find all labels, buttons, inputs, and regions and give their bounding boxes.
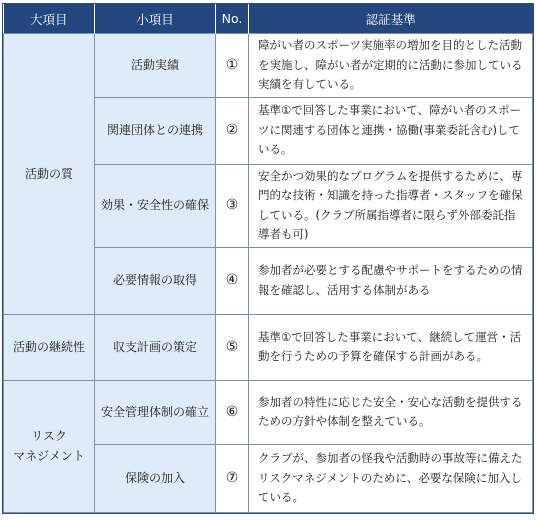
- item-number: ④: [216, 247, 249, 314]
- criteria-text: 基準①で回答した事業において、障がい者のスポーツに関連する団体と連携・協働(事業委託含む)している。: [249, 97, 533, 164]
- certification-criteria-table: [3, 4, 533, 513]
- criteria-text: 参加者が必要とする配慮やサポートをするための情報を確認し、活用する体制がある: [249, 247, 533, 314]
- criteria-text: 参加者の特性に応じた安全・安心な活動を提供するための方針や体制を整えている。: [249, 380, 533, 444]
- sub-category-cell: 収支計画の策定: [95, 314, 216, 380]
- header-sub-category: 小項目: [95, 4, 216, 34]
- sub-category-cell: 安全管理体制の確立: [95, 380, 216, 444]
- sub-category-cell: 関連団体との連携: [95, 97, 216, 164]
- table-row: [4, 314, 533, 380]
- item-number: ②: [216, 97, 249, 164]
- header-major-category: 大項目: [4, 4, 95, 34]
- criteria-text: 基準①で回答した事業において、継続して運営・活動を行うための予算を確保する計画がある。: [249, 314, 533, 380]
- item-number: ③: [216, 164, 249, 247]
- item-number: ⑤: [216, 314, 249, 380]
- major-category-label: リスク マネジメント: [13, 429, 85, 464]
- item-number: ⑥: [216, 380, 249, 444]
- table-header-row: [4, 4, 533, 34]
- sub-category-cell: 活動実績: [95, 34, 216, 98]
- table-row: [4, 34, 533, 98]
- major-category-cell: [4, 314, 95, 380]
- sub-category-cell: 必要情報の取得: [95, 247, 216, 314]
- certification-criteria-table-frame: [2, 3, 534, 514]
- header-number: No.: [216, 4, 249, 34]
- criteria-text: 障がい者のスポーツ実施率の増加を目的とした活動を実施し、障がい者が定期的に活動に参加している実績を有している。: [249, 34, 533, 98]
- major-category-cell: [4, 34, 95, 315]
- criteria-text: 安全かつ効果的なプログラムを提供するために、専門的な技術・知識を持った指導者・スタッフを確保している。(クラブ所属指導者に限らず外部委託指導者も可): [249, 164, 533, 247]
- table-row: [4, 380, 533, 444]
- sub-category-cell: 保険の加入: [95, 444, 216, 513]
- sub-category-cell: 効果・安全性の確保: [95, 164, 216, 247]
- header-criteria: 認証基準: [249, 4, 533, 34]
- item-number: ①: [216, 34, 249, 98]
- major-category-label: 活動の継続性: [12, 340, 85, 354]
- major-category-cell: [4, 380, 95, 513]
- major-category-label: 活動の質: [24, 166, 73, 181]
- item-number: ⑦: [216, 444, 249, 513]
- criteria-text: クラブが、参加者の怪我や活動時の事故等に備えたリスクマネジメントのために、必要な保険に加入している。: [249, 444, 533, 513]
